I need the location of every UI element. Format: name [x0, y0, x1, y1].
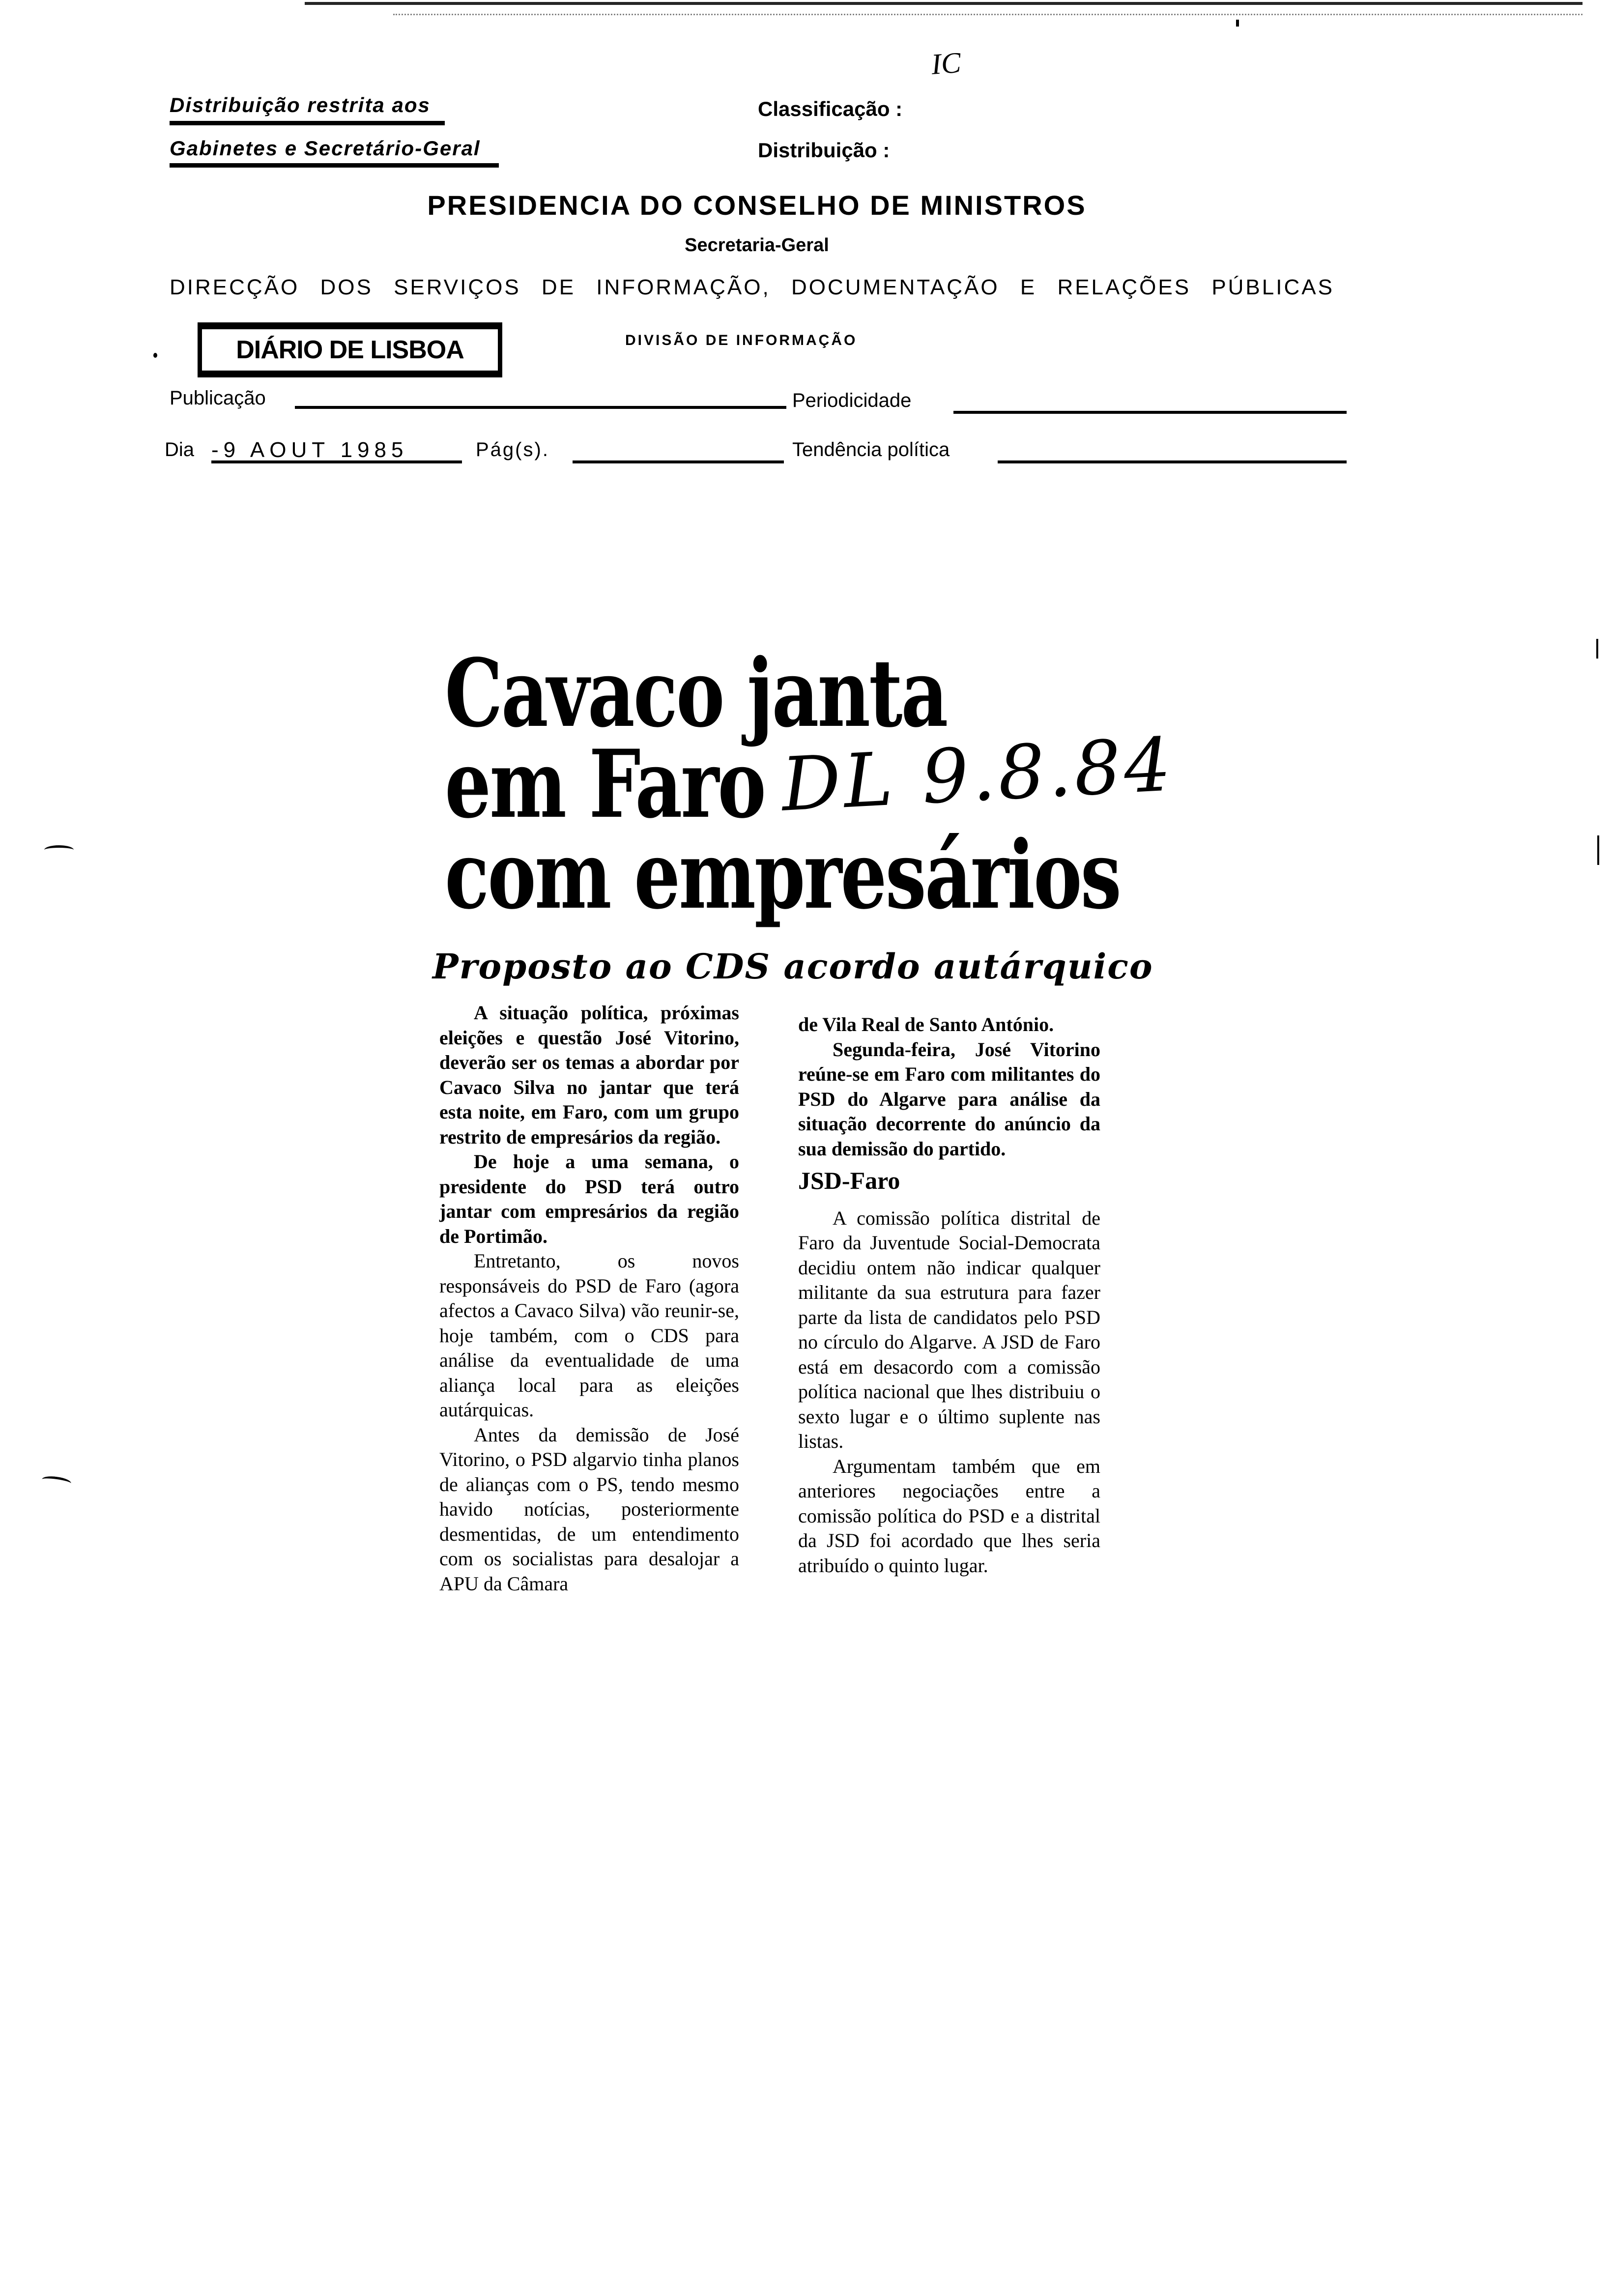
scan-edge-line — [305, 2, 1583, 5]
hole-punch-mark-bottom — [41, 1475, 72, 1488]
restriction-line-2: Gabinetes e Secretário-Geral — [170, 137, 499, 168]
directorate-word: INFORMAÇÃO, — [596, 275, 771, 299]
periodicity-label: Periodicidade — [792, 390, 912, 411]
publication-stamp-box — [198, 322, 502, 377]
political-tendency-label: Tendência política — [792, 439, 950, 460]
date-stamp: -9 AOUT 1985 — [211, 438, 408, 462]
paragraph: Segunda-feira, José Vitorino reúne-se em Faro com militantes do PSD do Algarve para análise da situação decorrente do anúncio da sua demissão do partido. — [798, 1038, 1100, 1160]
paragraph: de Vila Real de Santo António. — [798, 1013, 1054, 1035]
directorate-word: DE — [541, 275, 576, 299]
article-column-left — [439, 1001, 739, 1596]
restriction-line-1: Distribuição restrita aos — [170, 93, 445, 125]
political-tendency-field[interactable] — [998, 460, 1347, 463]
division-label: DIVISÃO DE INFORMAÇÃO — [625, 332, 858, 348]
directorate-word: E — [1020, 275, 1037, 299]
paragraph: Entretanto, os novos responsáveis do PSD de Faro (agora afectos a Cavaco Silva) vão reunir-se, hoje também, com o CDS para análise da eventualidade de uma aliança local para as eleições autárquicas. — [439, 1250, 739, 1421]
publication-stamp: DIÁRIO DE LISBOA — [236, 336, 464, 364]
directorate-word: DOCUMENTAÇÃO — [791, 275, 1000, 299]
headline-line-2: em Faro — [445, 729, 765, 839]
speck — [1236, 20, 1239, 27]
speck — [153, 353, 157, 358]
distribution-label: Distribuição : — [758, 139, 890, 162]
paragraph: A comissão política distrital de Faro da Juventude Social-Democrata decidiu ontem não indicar qualquer militante da sua estrutura para fazer parte da lista de candidatos pelo PSD no círculo do Algarve. A JSD de Faro está em desacordo com a comissão política nacional que lhes distribuiu o sexto lugar e o último suplente nas listas. — [798, 1206, 1100, 1452]
hole-punch-mark-top — [44, 845, 74, 855]
scan-edge-dots — [393, 14, 1583, 16]
pages-field[interactable] — [573, 460, 784, 463]
directorate-title — [170, 275, 1334, 300]
paragraph: Antes da demissão de José Vitorino, o PSD algarvio tinha planos de alianças com o PS, tendo mesmo havido notícias, posteriormente desmentidas, de um entendimento com os socialistas para desalojar a APU da Câmara — [439, 1423, 739, 1595]
directorate-word: PÚBLICAS — [1211, 275, 1334, 299]
headline-line-3: com empresários — [445, 820, 1120, 930]
handwritten-corner-mark: IC — [930, 46, 962, 81]
handwritten-date-annotation: DL 9.8.84 — [779, 722, 1176, 828]
periodicity-field[interactable] — [953, 411, 1347, 414]
section-subhead: JSD-Faro — [798, 1167, 900, 1194]
article-subheadline: Proposto ao CDS acordo autárquico — [432, 946, 1153, 987]
headline-line-1: Cavaco janta — [445, 638, 947, 748]
pages-label: Pág(s). — [476, 439, 549, 460]
directorate-word: DIRECÇÃO — [170, 275, 300, 299]
paragraph: De hoje a uma semana, o presidente do PSD terá outro jantar com empresários da região de Portimão. — [439, 1150, 739, 1247]
directorate-word: RELAÇÕES — [1057, 275, 1191, 299]
classification-label: Classificação : — [758, 97, 903, 120]
department-title: Secretaria-Geral — [685, 235, 829, 256]
margin-speck — [1597, 835, 1599, 865]
article-column-right — [798, 1012, 1100, 1578]
paragraph: Argumentam também que em anteriores negociações entre a comissão política do PSD e a distrital da JSD foi acordado que lhes seria atribuído o quinto lugar. — [798, 1455, 1100, 1577]
directorate-word: DOS — [320, 275, 373, 299]
institution-title: PRESIDENCIA DO CONSELHO DE MINISTROS — [427, 190, 1087, 221]
paragraph: A situação política, próximas eleições e questão José Vitorino, deverão ser os temas a abordar por Cavaco Silva no jantar que terá esta noite, em Faro, com um grupo restrito de empresários da região. — [439, 1002, 739, 1148]
publication-label: Publicação — [170, 387, 266, 409]
directorate-word: SERVIÇOS — [394, 275, 521, 299]
margin-speck — [1596, 639, 1598, 659]
day-label: Dia — [165, 439, 195, 460]
publication-field[interactable] — [295, 406, 786, 409]
